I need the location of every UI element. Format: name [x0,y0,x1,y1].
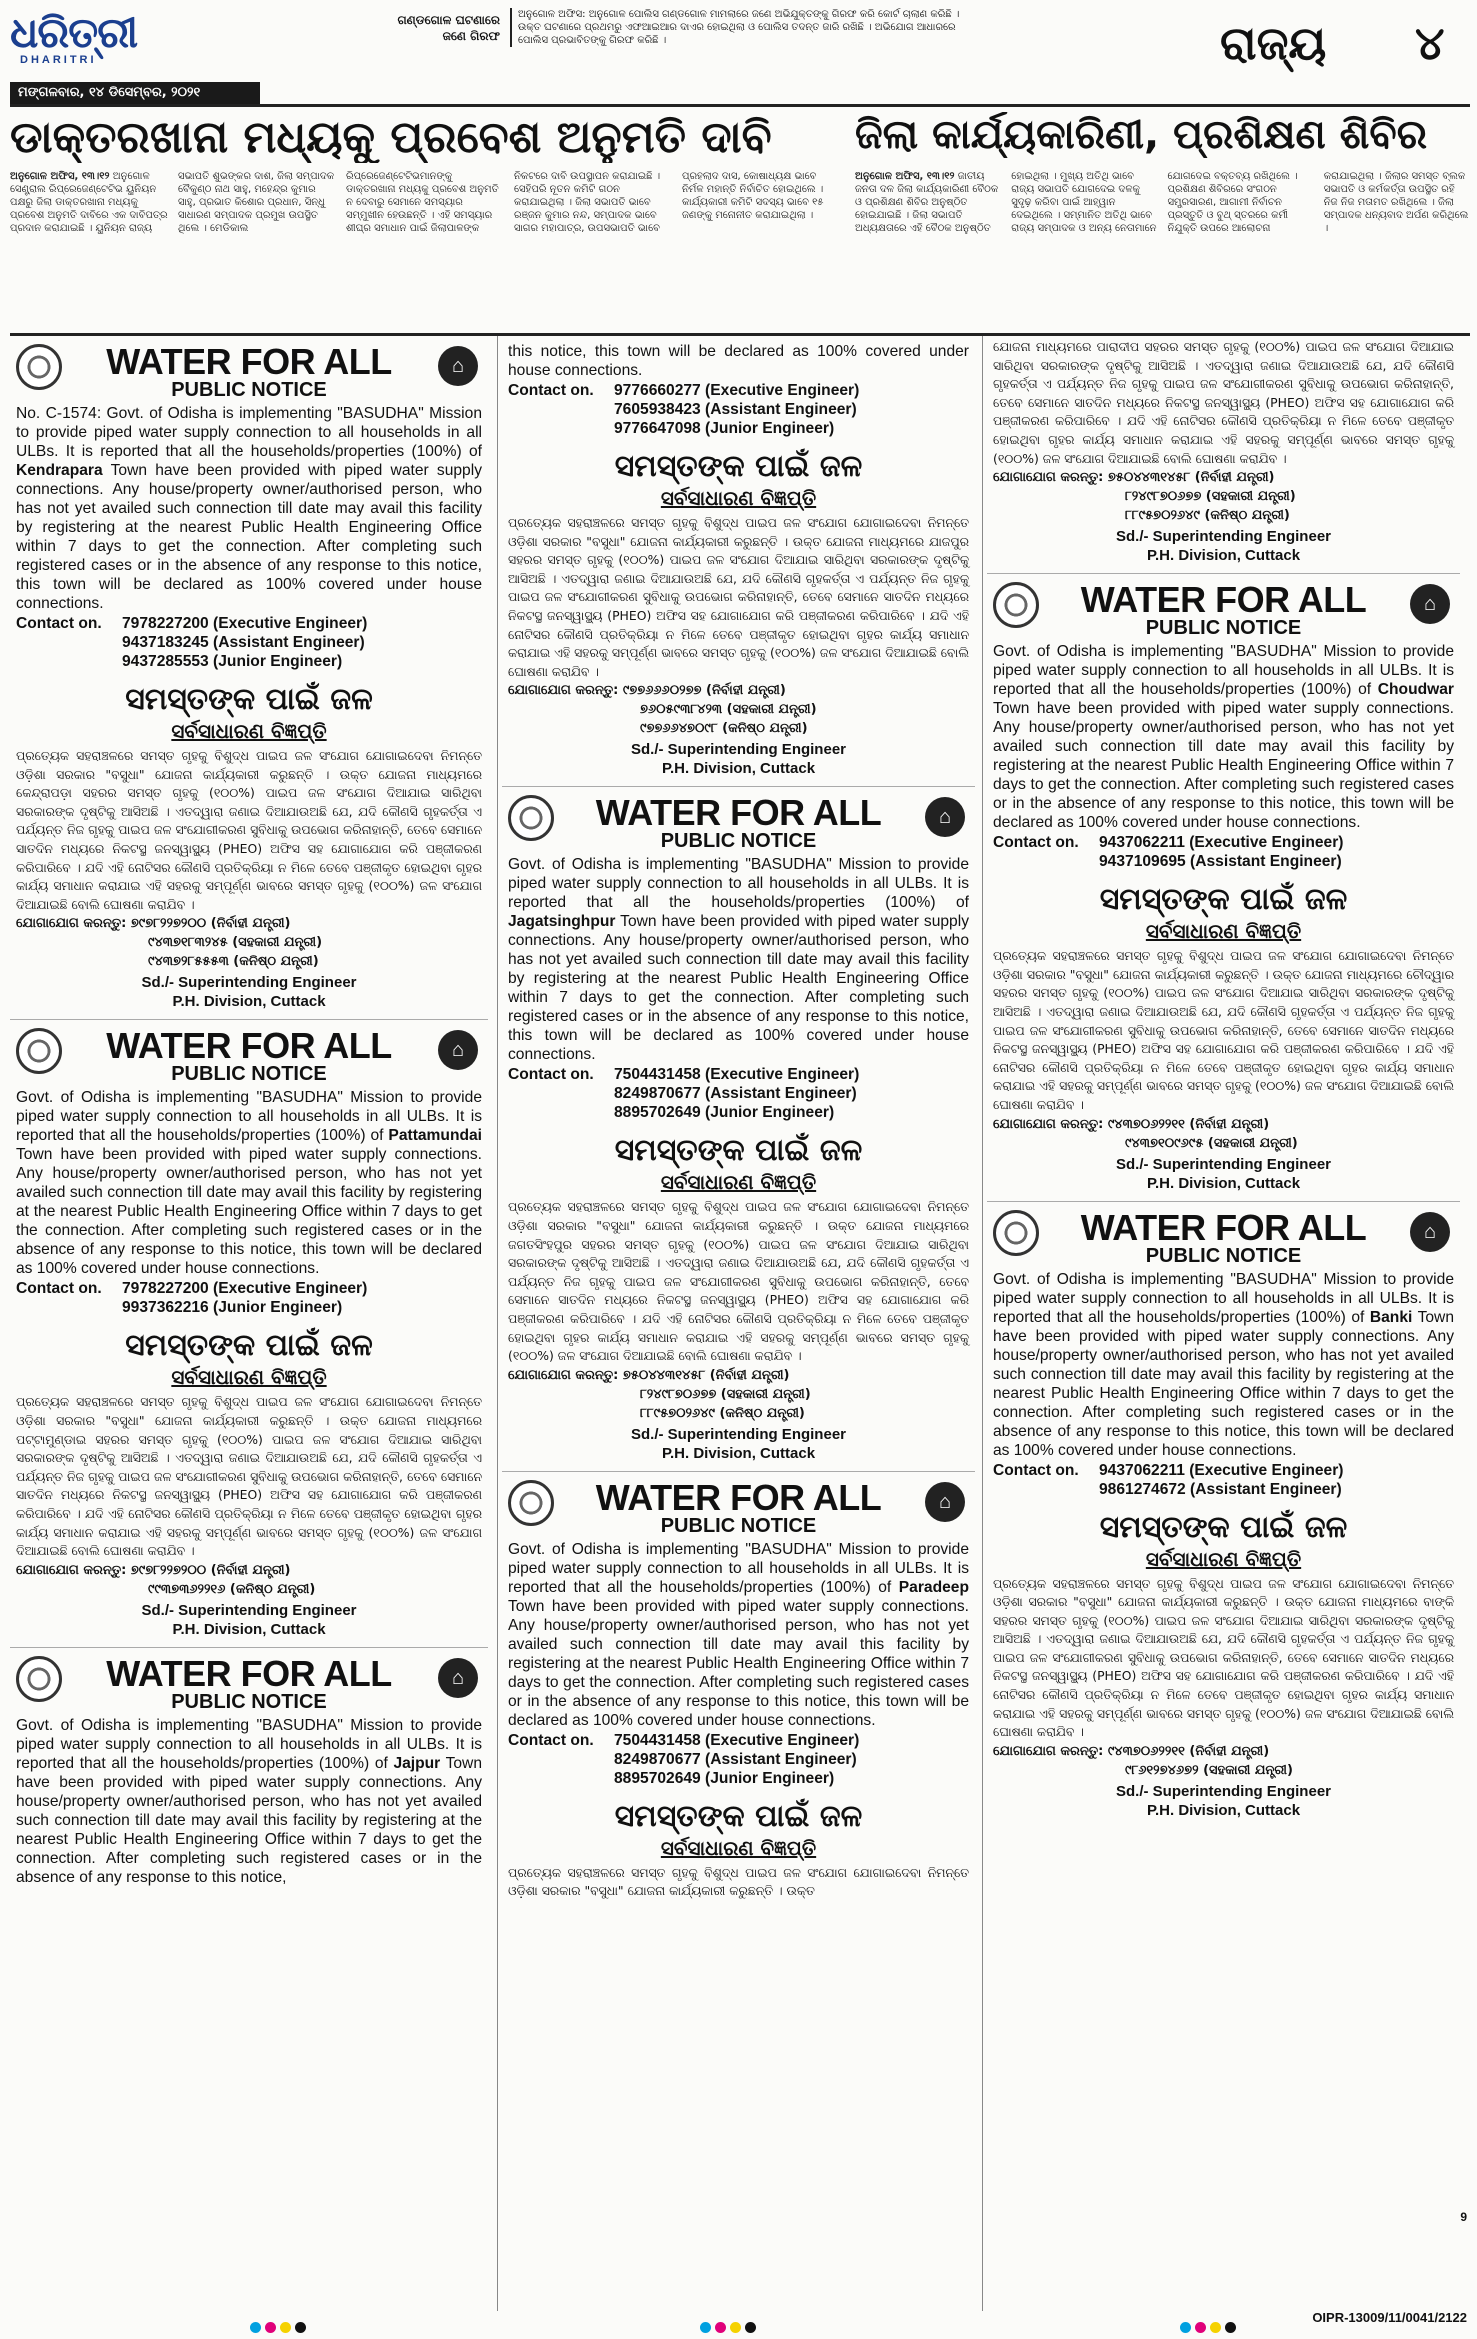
odia-notice-title: ସମସ୍ତଙ୍କ ପାଇଁ ଜଳ [614,1798,863,1834]
contact-line: ୮୨୪୯୮୭୦୬୭୭ (ସହକାରୀ ଯନ୍ତ୍ରୀ) [1125,489,1296,505]
signatory: Sd./- Superintending Engineer [141,974,357,992]
contact-line: ୭୯୭୮୨୨୭୨୦୦ (ନିର୍ବାହୀ ଯନ୍ତ୍ରୀ) [130,1562,291,1578]
odia-notice-title: ସମସ୍ତଙ୍କ ପାଇଁ ଜଳ [1099,882,1348,918]
contact-line: ୯୪୩୭୧୮୩୨୪୫ (ସହକାରୀ ଯନ୍ତ୍ରୀ) [148,935,323,951]
town-name: Jajpur [393,1754,441,1772]
registration-marks-left [250,2322,306,2336]
public-notice-kendrapara [10,336,488,1020]
signatory: Sd./- Superintending Engineer [1115,528,1331,546]
odia-notice-title: ସମସ୍ତଙ୍କ ପାଇଁ ଜଳ [125,1328,373,1364]
public-notice-jajpur [10,1648,488,1895]
odia-contact-list [508,681,969,738]
odia-notice-subtitle: ସର୍ବସାଧାରଣ ବିଜ୍ଞପ୍ତି [660,486,817,510]
masthead-rule [10,104,1470,107]
page-mark: 9 [1460,2210,1467,2224]
contact-line: ୯୭୭୬୬୪୭୦୯୮ (କନିଷ୍ଠ ଯନ୍ତ୍ରୀ) [640,721,808,737]
odia-contact-label: ଯୋଗାଯୋଗ କରନ୍ତୁ: [993,1116,1104,1132]
notice-subtitle: PUBLIC NOTICE [171,1063,327,1086]
notice-subtitle: PUBLIC NOTICE [171,1690,327,1713]
contact-line: 7504431458 (Executive Engineer) [614,1731,860,1749]
contact-label: Contact on. [993,834,1079,852]
notice-header [16,1650,482,1712]
odia-notice-subtitle: ସର୍ବସାଧାରଣ ବିଜ୍ଞପ୍ତି [171,719,327,743]
contact-line: 8895702649 (Junior Engineer) [614,1104,835,1122]
odia-contact-list [993,468,1454,525]
odia-contact-label: ଯୋଗାଯୋଗ କରନ୍ତୁ: [993,1743,1104,1759]
notice-title: WATER FOR ALL [1080,1206,1367,1248]
house-in-hands-icon: ⌂ [925,797,965,837]
signature-block [993,1155,1454,1193]
notice-text: No. C-1574: Govt. of Odisha is implementing "BASUDHA" Mission to provide piped water supply connection to all households in all ULBs. It is reported that all the households/properties (100%) of [16,405,482,460]
notice-subtitle: PUBLIC NOTICE [171,379,327,401]
public-notice-banki [987,1202,1460,1828]
odia-notice-subtitle: ସର୍ବସାଧାରଣ ବିଜ୍ଞପ୍ତି [171,1365,327,1390]
house-in-hands-icon: ⌂ [438,1030,478,1070]
contact-list [508,381,969,438]
signature-block [16,973,482,1011]
division: P.H. Division, Cuttack [1146,547,1301,565]
news-article-left [10,170,840,330]
public-notice-pattamundai [10,1020,488,1647]
notice-text: Govt. of Odisha is implementing "BASUDHA" Mission to provide piped water supply connection to all households in all ULBs. It is reported that all the households/properties (100%) of [508,856,969,912]
release-order-code: OIPR-13009/11/0041/2122 [1312,2310,1467,2325]
dharitri-logo [10,8,180,78]
odia-contact-label: ଯୋଗାଯୋଗ କରନ୍ତୁ: [508,683,619,699]
contact-list [16,614,482,671]
yellow-mark [1210,2322,1221,2333]
signature-block [16,1601,482,1639]
contact-line: ୭୬୦୫୯୩୮୪୨୩ (ସହକାରୀ ଯନ୍ତ୍ରୀ) [640,702,817,718]
notice-header [508,1474,969,1536]
notice-body [16,1716,482,1887]
contact-label: Contact on. [508,382,594,399]
notice-title: WATER FOR ALL [106,1652,392,1694]
black-mark [295,2322,306,2333]
cyan-mark [250,2322,261,2333]
division: P.H. Division, Cuttack [172,1620,326,1638]
contact-line: 9437062211 (Executive Engineer) [1099,834,1344,852]
division: P.H. Division, Cuttack [661,760,816,778]
notice-body [993,642,1454,832]
contact-line: 7504431458 (Executive Engineer) [614,1066,860,1084]
notice-title: WATER FOR ALL [595,792,882,834]
odisha-emblem-icon [508,1480,554,1526]
notice-column-3 [982,336,1460,2311]
issue-date: ମଙ୍ଗଳବାର, ୧୪ ଡିସେମ୍ବର, ୨୦୨୧ [10,82,260,104]
magenta-mark [715,2322,726,2333]
odisha-emblem-icon [16,344,62,390]
notice-title: WATER FOR ALL [595,1476,882,1518]
contact-line: ୯୭୭୬୬୬୦୨୭୭ (ନିର୍ବାହୀ ଯନ୍ତ୍ରୀ) [622,683,786,699]
dateline: ଅନୁଗୋଳ ଅଫିସ, ୧୩।୧୨ [10,171,110,182]
notice-header [16,338,482,400]
contact-line: ୮୮୯୫୭୦୨୬୪୯ (କନିଷ୍ଠ ଯନ୍ତ୍ରୀ) [1125,508,1290,524]
notice-title: WATER FOR ALL [1080,579,1367,621]
contact-list [993,833,1454,871]
division: P.H. Division, Cuttack [1146,1801,1301,1819]
notice-subtitle: PUBLIC NOTICE [1145,617,1302,640]
odia-contact-list [993,1742,1454,1780]
odia-notice-subtitle: ସର୍ବସାଧାରଣ ବିଜ୍ଞପ୍ତି [1145,1546,1302,1571]
contact-line: ୯୪୩୭୧୦୯୬୯୫ (ସହକାରୀ ଯନ୍ତ୍ରୀ) [1125,1135,1298,1151]
notice-body [508,855,969,1064]
notice-title: WATER FOR ALL [106,1025,392,1067]
page-number: ୪ [1415,16,1445,70]
odia-notice-body: ପ୍ରତ୍ୟେକ ସହରାଞ୍ଚଳରେ ସମସ୍ତ ଗୃହକୁ ବିଶୁଦ୍ଧ ପାଇପ ଜଳ ସଂଯୋଗ ଯୋଗାଇଦେବା ନିମନ୍ତେ ଓଡ଼ିଶା ସରକାର "ବସୁଧା" ଯୋଜନା କାର୍ଯ୍ୟକାରୀ କରୁଛନ୍ତି । ଉକ୍ତ ଯୋଜନା ମାଧ୍ୟମରେ ଚୌଦ୍ୱାର ସହରର ସମସ୍ତ ଗୃହକୁ (୧୦୦%) ପାଇପ ଜଳ ସଂଯୋଗ ଦିଆଯାଇ ସାରିଥିବା ସରକାରଙ୍କ ଦୃଷ୍ଟିକୁ ଆସିଅଛି । ଏତଦ୍ୱାରା ଜଣାଇ ଦିଆଯାଉଅଛି ଯେ, ଯଦି କୌଣସି ଗୃହକର୍ତ୍ତା ଏ ପର୍ଯ୍ୟନ୍ତ ନିଜ ଗୃହକୁ ପାଇପ ଜଳ ସଂଯୋଗୀକରଣ ସୁବିଧାକୁ ଉପଭୋଗ କରିନାହାନ୍ତି, ତେବେ ସେମାନେ ସାତଦିନ ମଧ୍ୟରେ ନିକଟସ୍ଥ ଜନସ୍ୱାସ୍ଥ୍ୟ (PHEO) ଅଫିସ ସହ ଯୋଗାଯୋଗ କରି ପଞ୍ଜୀକରଣ କରିପାରିବେ । ଯଦି ଏହି ନୋଟିସର କୌଣସି ପ୍ରତିକ୍ରିୟା ନ ମିଳେ ତେବେ ପଞ୍ଜୀକୃତ ହୋଇଥିବା ଗୃହର କାର୍ଯ୍ୟ ସମାଧାନ କରାଯାଇ ଏହି ସହରକୁ ସମ୍ପୂର୍ଣ୍ଣ ଭାବରେ ସମସ୍ତ ଗୃହକୁ (୧୦୦%) ଜଳ ସଂଯୋଗ ଦିଆଯାଇଛି ବୋଲି ଘୋଷଣା କରାଯିବ । [993,948,1454,1112]
odia-notice-subtitle: ସର୍ବସାଧାରଣ ବିଜ୍ଞପ୍ତି [660,1835,817,1860]
odia-notice-body: ପ୍ରତ୍ୟେକ ସହରାଞ୍ଚଳରେ ସମସ୍ତ ଗୃହକୁ ବିଶୁଦ୍ଧ ପାଇପ ଜଳ ସଂଯୋଗ ଯୋଗାଇଦେବା ନିମନ୍ତେ ଓଡ଼ିଶା ସରକାର "ବସୁଧା" ଯୋଜନା କାର୍ଯ୍ୟକାରୀ କରୁଛନ୍ତି । ଉକ୍ତ ଯୋଜନା ମାଧ୍ୟମରେ ବାଙ୍କି ସହରର ସମସ୍ତ ଗୃହକୁ (୧୦୦%) ପାଇପ ଜଳ ସଂଯୋଗ ଦିଆଯାଇ ସାରିଥିବା ସରକାରଙ୍କ ଦୃଷ୍ଟିକୁ ଆସିଅଛି । ଏତଦ୍ୱାରା ଜଣାଇ ଦିଆଯାଉଅଛି ଯେ, ଯଦି କୌଣସି ଗୃହକର୍ତ୍ତା ଏ ପର୍ଯ୍ୟନ୍ତ ନିଜ ଗୃହକୁ ପାଇପ ଜଳ ସଂଯୋଗୀକରଣ ସୁବିଧାକୁ ଉପଭୋଗ କରିନାହାନ୍ତି, ତେବେ ସେମାନେ ସାତଦିନ ମଧ୍ୟରେ ନିକଟସ୍ଥ ଜନସ୍ୱାସ୍ଥ୍ୟ (PHEO) ଅଫିସ ସହ ଯୋଗାଯୋଗ କରି ପଞ୍ଜୀକରଣ କରିପାରିବେ । ଯଦି ଏହି ନୋଟିସର କୌଣସି ପ୍ରତିକ୍ରିୟା ନ ମିଳେ ତେବେ ପଞ୍ଜୀକୃତ ହୋଇଥିବା ଗୃହର କାର୍ଯ୍ୟ ସମାଧାନ କରାଯାଇ ଏହି ସହରକୁ ସମ୍ପୂର୍ଣ୍ଣ ଭାବରେ ସମସ୍ତ ଗୃହକୁ (୧୦୦%) ଜଳ ସଂଯୋଗ ଦିଆଯାଇଛି ବୋଲି ଘୋଷଣା କରାଯିବ । [993,1575,1454,1740]
teaser-headline: ଗଣ୍ଡଗୋଳ ଘଟଣାରେ ଜଣେ ଗିରଫ [397,13,500,43]
odia-notice-title: ସମସ୍ତଙ୍କ ପାଇଁ ଜଳ [614,449,863,484]
notice-subtitle: PUBLIC NOTICE [660,1514,817,1537]
notice-header [508,789,969,851]
contact-list [508,1731,969,1788]
contact-line: ୮୮୯୫୭୦୨୬୪୯ (କନିଷ୍ଠ ଯନ୍ତ୍ରୀ) [640,1405,805,1421]
notice-body [16,404,482,613]
odia-notice-subtitle: ସର୍ବସାଧାରଣ ବିଜ୍ଞପ୍ତି [660,1170,817,1195]
signatory: Sd./- Superintending Engineer [141,1601,357,1619]
odisha-emblem-icon [16,1656,62,1702]
contact-line: 8249870677 (Assistant Engineer) [614,1750,857,1768]
notice-text: Town have been provided with piped water supply connections. Any house/property owner/authorised person, who has not yet availed such connection till date may avail this facility by registering at the nearest Public Health Engineering Office within 7 days to get the connection. After completing such registered cases or in the absence of any response to this notice, this town will be declared as 100% covered under house connections. [993,700,1454,832]
signatory: Sd./- Superintending Engineer [1115,1155,1331,1173]
contact-line: 9437062211 (Executive Engineer) [1099,1461,1344,1479]
odia-notice-body: ପ୍ରତ୍ୟେକ ସହରାଞ୍ଚଳରେ ସମସ୍ତ ଗୃହକୁ ବିଶୁଦ୍ଧ ପାଇପ ଜଳ ସଂଯୋଗ ଯୋଗାଇଦେବା ନିମନ୍ତେ ଓଡ଼ିଶା ସରକାର "ବସୁଧା" ଯୋଜନା କାର୍ଯ୍ୟକାରୀ କରୁଛନ୍ତି । ଉକ୍ତ ଯୋଜନା ମାଧ୍ୟମରେ ଯାଜପୁର ସହରର ସମସ୍ତ ଗୃହକୁ (୧୦୦%) ପାଇପ ଜଳ ସଂଯୋଗ ଦିଆଯାଇ ସାରିଥିବା ସରକାରଙ୍କ ଦୃଷ୍ଟିକୁ ଆସିଅଛି । ଏତଦ୍ୱାରା ଜଣାଇ ଦିଆଯାଉଅଛି ଯେ, ଯଦି କୌଣସି ଗୃହକର୍ତ୍ତା ଏ ପର୍ଯ୍ୟନ୍ତ ନିଜ ଗୃହକୁ ପାଇପ ଜଳ ସଂଯୋଗୀକରଣ ସୁବିଧାକୁ ଉପଭୋଗ କରିନାହାନ୍ତି, ତେବେ ସେମାନେ ସାତଦିନ ମଧ୍ୟରେ ନିକଟସ୍ଥ ଜନସ୍ୱାସ୍ଥ୍ୟ (PHEO) ଅଫିସ ସହ ଯୋଗାଯୋଗ କରି ପଞ୍ଜୀକରଣ କରିପାରିବେ । ଯଦି ଏହି ନୋଟିସର କୌଣସି ପ୍ରତିକ୍ରିୟା ନ ମିଳେ ତେବେ ପଞ୍ଜୀକୃତ ହୋଇଥିବା ଗୃହର କାର୍ଯ୍ୟ ସମାଧାନ କରାଯାଇ ଏହି ସହରକୁ ସମ୍ପୂର୍ଣ୍ଣ ଭାବରେ ସମସ୍ତ ଗୃହକୁ (୧୦୦%) ଜଳ ସଂଯୋଗ ଦିଆଯାଇଛି ବୋଲି ଘୋଷଣା କରାଯିବ । [508,515,969,679]
headline-right: ଜିଲା କାର୍ଯ୍ୟକାରିଣୀ, ପ୍ରଶିକ୍ଷଣ ଶିବିର [855,112,1428,158]
contact-line: 9776647098 (Junior Engineer) [614,420,835,437]
house-in-hands-icon: ⌂ [1410,584,1450,624]
registration-marks-right [1180,2322,1236,2336]
contact-line: 7605938423 (Assistant Engineer) [614,401,857,418]
odia-notice-body: ପ୍ରତ୍ୟେକ ସହରାଞ୍ଚଳରେ ସମସ୍ତ ଗୃହକୁ ବିଶୁଦ୍ଧ ପାଇପ ଜଳ ସଂଯୋଗ ଯୋଗାଇଦେବା ନିମନ୍ତେ ଓଡ଼ିଶା ସରକାର "ବସୁଧା" ଯୋଜନା କାର୍ଯ୍ୟକାରୀ କରୁଛନ୍ତି । ଉକ୍ତ ଯୋଜନା ମାଧ୍ୟମରେ କେନ୍ଦ୍ରାପଡ଼ା ସହରର ସମସ୍ତ ଗୃହକୁ (୧୦୦%) ପାଇପ ଜଳ ସଂଯୋଗ ଦିଆଯାଇ ସାରିଥିବା ସରକାରଙ୍କ ଦୃଷ୍ଟିକୁ ଆସିଅଛି । ଏତଦ୍ୱାରା ଜଣାଇ ଦିଆଯାଉଅଛି ଯେ, ଯଦି କୌଣସି ଗୃହକର୍ତ୍ତା ଏ ପର୍ଯ୍ୟନ୍ତ ନିଜ ଗୃହକୁ ପାଇପ ଜଳ ସଂଯୋଗୀକରଣ ସୁବିଧାକୁ ଉପଭୋଗ କରିନାହାନ୍ତି, ତେବେ ସେମାନେ ସାତଦିନ ମଧ୍ୟରେ ନିକଟସ୍ଥ ଜନସ୍ୱାସ୍ଥ୍ୟ (PHEO) ଅଫିସ ସହ ଯୋଗାଯୋଗ କରି ପଞ୍ଜୀକରଣ କରିପାରିବେ । ଯଦି ଏହି ନୋଟିସର କୌଣସି ପ୍ରତିକ୍ରିୟା ନ ମିଳେ ତେବେ ପଞ୍ଜୀକୃତ ହୋଇଥିବା ଗୃହର କାର୍ଯ୍ୟ ସମାଧାନ କରାଯାଇ ଏହି ସହରକୁ ସମ୍ପୂର୍ଣ୍ଣ ଭାବରେ ସମସ୍ତ ଗୃହକୁ (୧୦୦%) ଜଳ ସଂଯୋଗ ଦିଆଯାଇଛି ବୋଲି ଘୋଷଣା କରାଯିବ । [16,748,482,912]
public-notice-paradeep-continued [987,336,1460,574]
odia-contact-list [16,1561,482,1599]
house-in-hands-icon: ⌂ [1410,1212,1450,1252]
odisha-emblem-icon [993,582,1039,628]
odia-notice-subtitle: ସର୍ବସାଧାରଣ ବିଜ୍ଞପ୍ତି [1145,919,1302,944]
notice-header [16,1022,482,1084]
magenta-mark [1195,2322,1206,2333]
odia-notice-body: ପ୍ରତ୍ୟେକ ସହରାଞ୍ଚଳରେ ସମସ୍ତ ଗୃହକୁ ବିଶୁଦ୍ଧ ପାଇପ ଜଳ ସଂଯୋଗ ଯୋଗାଇଦେବା ନିମନ୍ତେ ଓଡ଼ିଶା ସରକାର "ବସୁଧା" ଯୋଜନା କାର୍ଯ୍ୟକାରୀ କରୁଛନ୍ତି । ଉକ୍ତ ଯୋଜନା ମାଧ୍ୟମରେ ଜଗତସିଂହପୁର ସହରର ସମସ୍ତ ଗୃହକୁ (୧୦୦%) ପାଇପ ଜଳ ସଂଯୋଗ ଦିଆଯାଇ ସାରିଥିବା ସରକାରଙ୍କ ଦୃଷ୍ଟିକୁ ଆସିଅଛି । ଏତଦ୍ୱାରା ଜଣାଇ ଦିଆଯାଉଅଛି ଯେ, ଯଦି କୌଣସି ଗୃହକର୍ତ୍ତା ଏ ପର୍ଯ୍ୟନ୍ତ ନିଜ ଗୃହକୁ ପାଇପ ଜଳ ସଂଯୋଗୀକରଣ ସୁବିଧାକୁ ଉପଭୋଗ କରିନାହାନ୍ତି, ତେବେ ସେମାନେ ସାତଦିନ ମଧ୍ୟରେ ନିକଟସ୍ଥ ଜନସ୍ୱାସ୍ଥ୍ୟ (PHEO) ଅଫିସ ସହ ଯୋଗାଯୋଗ କରି ପଞ୍ଜୀକରଣ କରିପାରିବେ । ଯଦି ଏହି ନୋଟିସର କୌଣସି ପ୍ରତିକ୍ରିୟା ନ ମିଳେ ତେବେ ପଞ୍ଜୀକୃତ ହୋଇଥିବା ଗୃହର କାର୍ଯ୍ୟ ସମାଧାନ କରାଯାଇ ଏହି ସହରକୁ ସମ୍ପୂର୍ଣ୍ଣ ଭାବରେ ସମସ୍ତ ଗୃହକୁ (୧୦୦%) ଜଳ ସଂଯୋଗ ଦିଆଯାଇଛି ବୋଲି ଘୋଷଣା କରାଯିବ । [508,1199,969,1364]
notice-text: Town have been provided with piped water supply connections. Any house/property owner/authorised person, who has not yet availed such connection till date may avail this facility by registering at the nearest Public Health Engineering Office within 7 days to get the connection. After completing such registered cases or in the absence of any response to this notice, [16,1754,482,1886]
cyan-mark [700,2322,711,2333]
contact-label: Contact on. [16,615,102,632]
contact-line: 9437285553 (Junior Engineer) [122,653,343,670]
teaser-body: ଅନୁଗୋଳ ଅଫିସ: ଅନୁଗୋଳ ପୋଲିସ ଗଣ୍ଡଗୋଳ ମାମଲାରେ ଜଣେ ଅଭିଯୁକ୍ତଙ୍କୁ ଗିରଫ କରି କୋର୍ଟ ଚାଲାଣ କରିଛି । ଉକ୍ତ ଘଟଣାରେ ପ୍ରଥମରୁ ଏଫଆଇଆର ଦାଏର ହୋଇଥିଲା ଓ ପୋଲିସ ତଦନ୍ତ ଜାରି ରଖିଛି । ଅଭିଯୋଗ ଆଧାରରେ ପୋଲିସ ପ୍ରଭାବିତଙ୍କୁ ଗିରଫ କରିଛି । [510,8,980,47]
notice-text: Govt. of Odisha is implementing "BASUDHA" Mission to provide piped water supply connection to all households in all ULBs. It is reported that all the households/properties (100%) of [16,1089,482,1145]
division: P.H. Division, Cuttack [172,993,326,1011]
notice-title: WATER FOR ALL [106,341,392,382]
town-name: Paradeep [898,1578,969,1596]
notice-body [993,1270,1454,1460]
contact-list [16,1279,482,1317]
public-notice-choudwar [987,574,1460,1201]
signature-block [508,740,969,778]
notice-text: Govt. of Odisha is implementing "BASUDHA" Mission to provide piped water supply connection to all households in all ULBs. It is reported that all the households/properties (100%) of [16,1716,482,1772]
black-mark [745,2322,756,2333]
notice-header [993,576,1454,638]
signature-block [993,1782,1454,1820]
public-notice-paradeep [502,1472,975,1909]
contact-line: ୯୪୩୭୦୬୨୨୧୧ (ନିର୍ବାହୀ ଯନ୍ତ୍ରୀ) [1107,1743,1270,1759]
article-body: ଜାତୀୟ ଜନତା ଦଳ ଜିଲା କାର୍ଯ୍ୟକାରିଣୀ ବୈଠକ ଓ ପ୍ରଶିକ୍ଷଣ ଶିବିର ଅନୁଷ୍ଠିତ ହୋଇଯାଇଛି । ଜିଲା ସଭାପତି ଅଧ୍ୟକ୍ଷତାରେ ଏହି ବୈଠକ ଅନୁଷ୍ଠିତ ହୋଇଥିଲା । ମୁଖ୍ୟ ଅତିଥି ଭାବେ ରାଜ୍ୟ ସଭାପତି ଯୋଗଦେଇ ଦଳକୁ ସୁଦୃଢ଼ କରିବା ପାଇଁ ଆହ୍ୱାନ ଦେଇଥିଲେ । ସମ୍ମାନିତ ଅତିଥି ଭାବେ ରାଜ୍ୟ ସମ୍ପାଦକ ଓ ଅନ୍ୟ ନେତାମାନେ ଯୋଗଦେଇ ବକ୍ତବ୍ୟ ରଖିଥିଲେ । ପ୍ରଶିକ୍ଷଣ ଶିବିରରେ ସଂଗଠନ ସମ୍ପ୍ରସାରଣ, ଆଗାମୀ ନିର୍ବାଚନ ପ୍ରସ୍ତୁତି ଓ ବୁଥ୍ ସ୍ତରରେ କର୍ମୀ ନିଯୁକ୍ତି ଉପରେ ଆଲୋଚନା କରାଯାଇଥିଲା । ଜିଲାର ସମସ୍ତ ବ୍ଲକ ସଭାପତି ଓ କର୍ମକର୍ତ୍ତା ଉପସ୍ଥିତ ରହି ନିଜ ନିଜ ମତାମତ ରଖିଥିଲେ । ଜିଲା ସମ୍ପାଦକ ଧନ୍ୟବାଦ ଅର୍ପଣ କରିଥିଲେ । [855,171,1469,234]
logo-subtitle: DHARITRI [20,54,97,66]
contact-line: ୯୮୬୧୨୭୪୬୭୨ (ସହକାରୀ ଯନ୍ତ୍ରୀ) [1125,1762,1293,1778]
contact-line: ୭୫୦୪୪୩୧୪୫୮ (ନିର୍ବାହୀ ଯନ୍ତ୍ରୀ) [1107,470,1275,486]
town-name: Pattamundai [388,1127,482,1145]
odia-notice-body: ପ୍ରତ୍ୟେକ ସହରାଞ୍ଚଳରେ ସମସ୍ତ ଗୃହକୁ ବିଶୁଦ୍ଧ ପାଇପ ଜଳ ସଂଯୋଗ ଯୋଗାଇଦେବା ନିମନ୍ତେ ଓଡ଼ିଶା ସରକାର "ବସୁଧା" ଯୋଜନା କାର୍ଯ୍ୟକାରୀ କରୁଛନ୍ତି । ଉକ୍ତ [508,1864,969,1899]
town-name: Banki [1369,1308,1413,1326]
notice-header [993,1204,1454,1266]
contact-line: 9776660277 (Executive Engineer) [614,382,860,399]
odia-notice-body-continued: ଯୋଜନା ମାଧ୍ୟମରେ ପାରାଦୀପ ସହରର ସମସ୍ତ ଗୃହକୁ (୧୦୦%) ପାଇପ ଜଳ ସଂଯୋଗ ଦିଆଯାଇ ସାରିଥିବା ସରକାରଙ୍କ ଦୃଷ୍ଟିକୁ ଆସିଅଛି । ଏତଦ୍ୱାରା ଜଣାଇ ଦିଆଯାଉଅଛି ଯେ, ଯଦି କୌଣସି ଗୃହକର୍ତ୍ତା ଏ ପର୍ଯ୍ୟନ୍ତ ନିଜ ଗୃହକୁ ପାଇପ ଜଳ ସଂଯୋଗୀକରଣ ସୁବିଧାକୁ ଉପଭୋଗ କରିନାହାନ୍ତି, ତେବେ ସେମାନେ ସାତଦିନ ମଧ୍ୟରେ ନିକଟସ୍ଥ ଜନସ୍ୱାସ୍ଥ୍ୟ (PHEO) ଅଫିସ ସହ ଯୋଗାଯୋଗ କରି ପଞ୍ଜୀକରଣ କରିପାରିବେ । ଯଦି ଏହି ନୋଟିସର କୌଣସି ପ୍ରତିକ୍ରିୟା ନ ମିଳେ ତେବେ ପଞ୍ଜୀକୃତ ହୋଇଥିବା ଗୃହର କାର୍ଯ୍ୟ ସମାଧାନ କରାଯାଇ ଏହି ସହରକୁ ସମ୍ପୂର୍ଣ୍ଣ ଭାବରେ ସମସ୍ତ ଗୃହକୁ (୧୦୦%) ଜଳ ସଂଯୋଗ ଦିଆଯାଇଛି ବୋଲି ଘୋଷଣା କରାଯିବ । [993,339,1454,466]
contact-line: 9937362216 (Junior Engineer) [122,1299,343,1317]
odia-notice-title: ସମସ୍ତଙ୍କ ପାଇଁ ଜଳ [614,1133,863,1169]
contact-line: 8895702649 (Junior Engineer) [614,1769,835,1787]
magenta-mark [265,2322,276,2333]
logo-wordmark: ଧରିତ୍ରୀ [10,8,138,57]
town-name: Choudwar [1377,681,1454,699]
masthead [10,8,1470,100]
contact-line: 9437109695 (Assistant Engineer) [1099,853,1342,871]
odia-contact-label: ଯୋଗାଯୋଗ କରନ୍ତୁ: [16,916,127,932]
contact-label: Contact on. [508,1731,594,1749]
article-body: ଅନୁଗୋଳ ସେଣ୍ଟ୍ରାଲ ରିପ୍ରେଜେଣ୍ଟେଟିଭ ୟୁନିୟନ ପକ୍ଷରୁ ଜିଲା ଡାକ୍ତରଖାନା ମଧ୍ୟକୁ ପ୍ରବେଶ ଅନୁମତି ଦାବିରେ ଏକ ଦାବିପତ୍ର ପ୍ରଦାନ କରାଯାଇଛି । ୟୁନିୟନ ରାଜ୍ୟ ସଭାପତି ଶୁଭଙ୍କର ଦାଶ, ଜିଲା ସମ୍ପାଦକ ବୈକୁଣ୍ଠ ନାଥ ସାହୁ, ମହେନ୍ଦ୍ର କୁମାର ସାହୁ, ପ୍ରଭାତ କିଶୋର ପ୍ରଧାନ, ସିନ୍ଧୁ ସାଧାରଣ ସମ୍ପାଦକ ପ୍ରମୁଖ ଉପସ୍ଥିତ ଥିଲେ । ମେଡିକାଲ ରିପ୍ରେଜେଣ୍ଟେଟିଭମାନଙ୍କୁ ଡାକ୍ତରଖାନା ମଧ୍ୟକୁ ପ୍ରବେଶ ଅନୁମତି ନ ଦେବାରୁ ସେମାନେ ସମସ୍ୟାର ସମ୍ମୁଖୀନ ହେଉଛନ୍ତି । ଏହି ସମସ୍ୟାର ଶୀଘ୍ର ସମାଧାନ ପାଇଁ ଜିଲାପାଳଙ୍କ ନିକଟରେ ଦାବି ଉପସ୍ଥାପନ କରାଯାଇଛି । ସେହିପରି ନୂତନ କମିଟି ଗଠନ କରାଯାଇଥିଲା । ଜିଲା ସଭାପତି ଭାବେ ରଞ୍ଜନ କୁମାର ନନ୍ଦ, ସମ୍ପାଦକ ଭାବେ ସାଗର ମହାପାତ୍ର, ଉପସଭାପତି ଭାବେ ପ୍ରହଲାଦ ଦାସ, କୋଷାଧ୍ୟକ୍ଷ ଭାବେ ନିର୍ମଳ ମହାନ୍ତି ନିର୍ବାଚିତ ହୋଇଥିଲେ । କାର୍ଯ୍ୟକାରୀ କମିଟି ସଦସ୍ୟ ଭାବେ ୧୫ ଜଣଙ୍କୁ ମନୋନୀତ କରାଯାଇଥିଲା । [10,171,824,234]
odia-contact-list [16,914,482,971]
odia-contact-list [508,1366,969,1423]
odia-notice-title: ସମସ୍ତଙ୍କ ପାଇଁ ଜଳ [125,682,373,717]
contact-label: Contact on. [16,1280,102,1298]
yellow-mark [280,2322,291,2333]
contact-line: ୮୨୪୯୮୭୦୬୭୭ (ସହକାରୀ ଯନ୍ତ୍ରୀ) [640,1386,811,1402]
odia-notice-title: ସମସ୍ତଙ୍କ ପାଇଁ ଜଳ [1099,1509,1348,1545]
notice-text: Town have been provided with piped water supply connections. Any house/property owner/authorised person, who has not yet availed such connection till date may avail this facility by registering at the nearest Public Health Engineering Office within 7 days to get the connection. After completing such registered cases or in the absence of any response to this notice, this town will be declared as 100% covered under house connections. [993,1308,1454,1459]
town-name: Jagatsinghpur [508,913,616,931]
contact-list [993,1461,1454,1499]
house-in-hands-icon: ⌂ [438,1658,478,1698]
contact-label: Contact on. [508,1066,594,1084]
notice-text: Town have been provided with piped water supply connections. Any house/property owner/authorised person, who has not yet availed such connection till date may avail this facility by registering at the nearest Public Health Engineering Office within 7 days to get the connection. After completing such registered cases or in the absence of any response to this notice, this town will be declared as 100% covered under house connections. [508,1597,969,1729]
notice-subtitle: PUBLIC NOTICE [1145,1244,1302,1267]
registration-marks-center [700,2322,756,2336]
odia-contact-label: ଯୋଗାଯୋଗ କରନ୍ତୁ: [16,1562,127,1578]
town-name: Kendrapara [16,462,103,479]
public-notice-jagatsinghpur [502,787,975,1471]
notice-body [16,1088,482,1278]
headline-left: ଡାକ୍ତରଖାନା ମଧ୍ୟକୁ ପ୍ରବେଶ ଅନୁମତି ଦାବି [10,112,772,163]
news-article-right [855,170,1470,330]
black-mark [1225,2322,1236,2333]
notice-text: Town have been provided with piped water supply connections. Any house/property owner/authorised person, who has not yet availed such connection till date may avail this facility by registering at the nearest Public Health Engineering Office within 7 days to get the connection. After completing such registered cases or in the absence of any response to this notice, this town will be declared as 100% covered under house connections. [16,462,482,612]
house-in-hands-icon: ⌂ [438,346,478,386]
signatory: Sd./- Superintending Engineer [630,1425,846,1443]
signature-block [508,1425,969,1463]
notice-text: Town have been provided with piped water supply connections. Any house/property owner/authorised person, who has not yet availed such connection till date may avail this facility by registering at the nearest Public Health Engineering Office within 7 days to get the connection. After completing such registered cases or in the absence of any response to this notice, this town will be declared as 100% covered under house connections. [508,913,969,1064]
notice-body-continued: this notice, this town will be declared as 100% covered under house connections. [508,343,969,379]
contact-line: ୭୫୦୪୪୩୧୪୫୮ (ନିର୍ବାହୀ ଯନ୍ତ୍ରୀ) [622,1367,790,1383]
house-in-hands-icon: ⌂ [925,1482,965,1522]
contact-line: 9861274672 (Assistant Engineer) [1099,1480,1342,1498]
notice-subtitle: PUBLIC NOTICE [660,830,817,853]
division: P.H. Division, Cuttack [661,1444,816,1462]
contact-line: ୯୪୩୭୦୬୨୨୧୧ (ନିର୍ବାହୀ ଯନ୍ତ୍ରୀ) [1107,1116,1270,1132]
notice-text: Govt. of Odisha is implementing "BASUDHA" Mission to provide piped water supply connection to all households in all ULBs. It is reported that all the households/properties (100%) of [993,1270,1454,1326]
yellow-mark [730,2322,741,2333]
contact-line: 7978227200 (Executive Engineer) [122,615,368,632]
notice-text: Govt. of Odisha is implementing "BASUDHA" Mission to provide piped water supply connection to all households in all ULBs. It is reported that all the households/properties (100%) of [993,643,1454,699]
contact-line: ୭୯୭୮୨୨୭୨୦୦ (ନିର୍ବାହୀ ଯନ୍ତ୍ରୀ) [130,916,291,932]
page-section-label: ରାଜ୍ୟ [1220,16,1327,70]
contact-line: ୯୪୩୭୨୮୫୫୫୩ (କନିଷ୍ଠ ଯନ୍ତ୍ରୀ) [148,954,319,970]
cyan-mark [1180,2322,1191,2333]
contact-line: ୯୯୩୭୩୬୨୨୧୬ (କନିଷ୍ଠ ଯନ୍ତ୍ରୀ) [148,1581,316,1597]
notice-text: Govt. of Odisha is implementing "BASUDHA" Mission to provide piped water supply connection to all households in all ULBs. It is reported that all the households/properties (100%) of [508,1540,969,1596]
odia-contact-label: ଯୋଗାଯୋଗ କରନ୍ତୁ: [993,470,1104,486]
odia-contact-label: ଯୋଗାଯୋଗ କରନ୍ତୁ: [508,1367,619,1383]
public-notice-jajpur-continued [502,336,975,787]
contact-line: 9437183245 (Assistant Engineer) [122,634,365,651]
contact-label: Contact on. [993,1461,1079,1479]
contact-line: 8249870677 (Assistant Engineer) [614,1085,857,1103]
notice-column-1 [10,336,488,2311]
odia-contact-list [993,1115,1454,1153]
notice-column-2 [497,336,975,2311]
odisha-emblem-icon [993,1210,1039,1256]
notice-body [508,1540,969,1730]
dateline: ଅନୁଗୋଳ ଅଫିସ, ୧୩।୧୨ [855,171,955,182]
contact-list [508,1065,969,1122]
contact-line: 7978227200 (Executive Engineer) [122,1280,368,1298]
notice-text: Town have been provided with piped water supply connections. Any house/property owner/authorised person, who has not yet availed such connection till date may avail this facility by registering at the nearest Public Health Engineering Office within 7 days to get the connection. After completing such registered cases or in the absence of any response to this notice, this town will be declared as 100% covered under house connections. [16,1146,482,1278]
odia-notice-body: ପ୍ରତ୍ୟେକ ସହରାଞ୍ଚଳରେ ସମସ୍ତ ଗୃହକୁ ବିଶୁଦ୍ଧ ପାଇପ ଜଳ ସଂଯୋଗ ଯୋଗାଇଦେବା ନିମନ୍ତେ ଓଡ଼ିଶା ସରକାର "ବସୁଧା" ଯୋଜନା କାର୍ଯ୍ୟକାରୀ କରୁଛନ୍ତି । ଉକ୍ତ ଯୋଜନା ମାଧ୍ୟମରେ ପଟ୍ଟାମୁଣ୍ଡାଇ ସହରର ସମସ୍ତ ଗୃହକୁ (୧୦୦%) ପାଇପ ଜଳ ସଂଯୋଗ ଦିଆଯାଇ ସାରିଥିବା ସରକାରଙ୍କ ଦୃଷ୍ଟିକୁ ଆସିଅଛି । ଏତଦ୍ୱାରା ଜଣାଇ ଦିଆଯାଉଅଛି ଯେ, ଯଦି କୌଣସି ଗୃହକର୍ତ୍ତା ଏ ପର୍ଯ୍ୟନ୍ତ ନିଜ ଗୃହକୁ ପାଇପ ଜଳ ସଂଯୋଗୀକରଣ ସୁବିଧାକୁ ଉପଭୋଗ କରିନାହାନ୍ତି, ତେବେ ସେମାନେ ସାତଦିନ ମଧ୍ୟରେ ନିକଟସ୍ଥ ଜନସ୍ୱାସ୍ଥ୍ୟ (PHEO) ଅଫିସ ସହ ଯୋଗାଯୋଗ କରି ପଞ୍ଜୀକରଣ କରିପାରିବେ । ଯଦି ଏହି ନୋଟିସର କୌଣସି ପ୍ରତିକ୍ରିୟା ନ ମିଳେ ତେବେ ପଞ୍ଜୀକୃତ ହୋଇଥିବା ଗୃହର କାର୍ଯ୍ୟ ସମାଧାନ କରାଯାଇ ଏହି ସହରକୁ ସମ୍ପୂର୍ଣ୍ଣ ଭାବରେ ସମସ୍ତ ଗୃହକୁ (୧୦୦%) ଜଳ ସଂଯୋଗ ଦିଆଯାଇଛି ବୋଲି ଘୋଷଣା କରାଯିବ । [16,1394,482,1559]
division: P.H. Division, Cuttack [1146,1174,1301,1192]
signatory: Sd./- Superintending Engineer [630,741,846,759]
signature-block [993,527,1454,565]
signatory: Sd./- Superintending Engineer [1115,1782,1331,1800]
